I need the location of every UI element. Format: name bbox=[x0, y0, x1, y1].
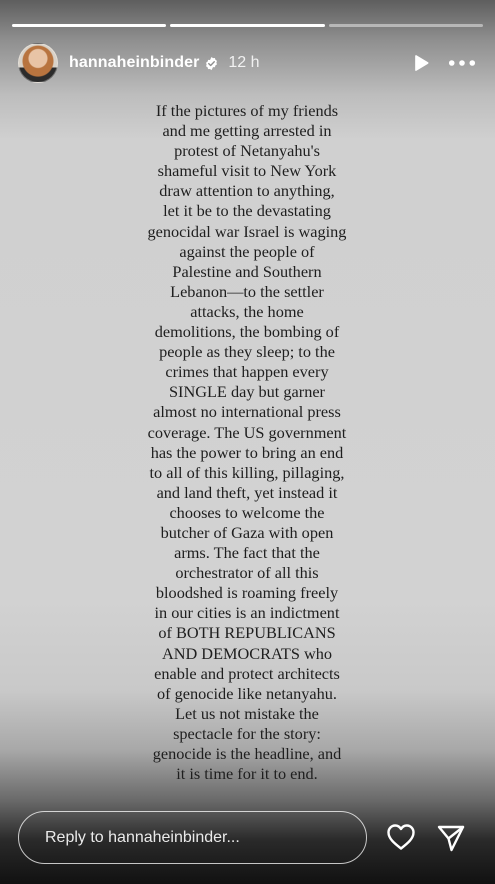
story-text-line: of genocide like netanyahu. bbox=[157, 683, 337, 703]
story-progress-bar bbox=[12, 24, 483, 27]
play-icon[interactable] bbox=[409, 51, 433, 75]
story-text-line: against the people of bbox=[179, 241, 315, 261]
story-header bbox=[18, 42, 477, 84]
story-text-line: it is time for it to end. bbox=[176, 764, 318, 784]
story-text-line: genocidal war Israel is waging bbox=[147, 221, 347, 241]
story-text-line: butcher of Gaza with open bbox=[160, 522, 334, 542]
story-text-line: coverage. The US government bbox=[147, 422, 347, 442]
send-icon[interactable] bbox=[436, 823, 466, 853]
story-text-line: SINGLE day but garner bbox=[169, 382, 325, 402]
progress-segment bbox=[12, 24, 166, 27]
story-text-line: orchestrator of all this bbox=[175, 563, 319, 583]
story-text-line: shameful visit to New York bbox=[157, 161, 337, 181]
story-text-line: of BOTH REPUBLICANS bbox=[158, 623, 336, 643]
story-text-line: has the power to bring an end bbox=[150, 442, 344, 462]
story-text-line: arms. The fact that the bbox=[174, 543, 320, 563]
story-text-line: spectacle for the story: bbox=[173, 723, 321, 743]
story-text-line: enable and protect architects bbox=[154, 663, 340, 683]
progress-segment bbox=[170, 24, 324, 27]
story-text-line: to all of this killing, pillaging, bbox=[149, 462, 345, 482]
story-text-line: If the pictures of my friends bbox=[155, 101, 339, 120]
story-text-line: genocide is the headline, and bbox=[152, 744, 342, 763]
story-text-line: draw attention to anything, bbox=[159, 181, 335, 201]
heart-icon[interactable] bbox=[386, 823, 416, 851]
story-text-line: chooses to welcome the bbox=[169, 502, 325, 522]
story-text-line: people as they sleep; to the bbox=[159, 342, 335, 362]
story-text-line: and me getting arrested in bbox=[162, 121, 332, 141]
story-text bbox=[118, 101, 376, 784]
story-text-line: Lebanon—to the settler bbox=[170, 281, 324, 301]
story-text-line: in our cities is an indictment bbox=[154, 603, 340, 623]
story-text-line: Palestine and Southern bbox=[172, 261, 322, 281]
story-text-line: let it be to the devastating bbox=[163, 201, 331, 221]
username[interactable]: hannaheinbinder bbox=[69, 54, 200, 71]
verified-badge-icon bbox=[204, 56, 219, 71]
story-text-line: almost no international press bbox=[153, 402, 341, 422]
story-text-line: demolitions, the bombing of bbox=[154, 322, 340, 342]
story-text-line: AND DEMOCRATS who bbox=[161, 643, 333, 663]
avatar[interactable] bbox=[18, 43, 58, 83]
story-text-line: and land theft, yet instead it bbox=[156, 482, 338, 502]
story-text-line: Let us not mistake the bbox=[175, 703, 319, 723]
reply-input[interactable] bbox=[18, 811, 367, 864]
story-text-line: protest of Netanyahu's bbox=[174, 141, 320, 161]
story-text-line: attacks, the home bbox=[190, 301, 304, 321]
story-text-line: crimes that happen every bbox=[165, 362, 329, 382]
progress-segment bbox=[329, 24, 483, 27]
story-text-line: bloodshed is roaming freely bbox=[155, 583, 339, 603]
more-options-icon[interactable] bbox=[447, 51, 477, 75]
post-time: 12 h bbox=[228, 54, 260, 71]
